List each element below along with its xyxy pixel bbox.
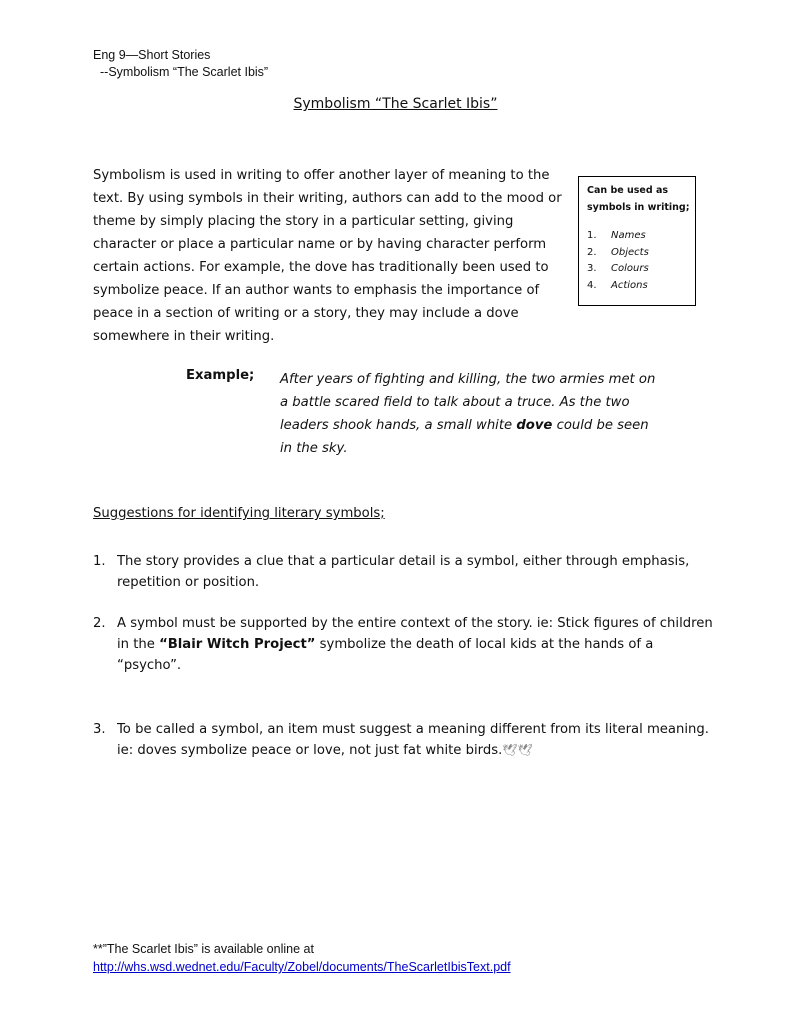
suggestion-text-main: To be called a symbol, an item must suggest a meaning different from its literal meaning. ie: doves symbolize peace or love, not just fat white birds. <box>117 722 709 758</box>
example-text <box>280 368 660 460</box>
suggestion-number: 3. <box>93 722 106 737</box>
course-line: Eng 9—Short Stories <box>93 48 211 62</box>
suggestion-emphasis: “Blair Witch Project” <box>159 637 316 652</box>
suggestion-item <box>93 551 713 593</box>
list-item <box>587 278 695 295</box>
example-text-before: After years of fighting and killing, the two armies met on a battle scared field to talk about a truce. As the two leaders shook hands, a small white <box>280 372 656 433</box>
dove-icon: 🕊🕊 <box>502 743 533 757</box>
example-text-after: could be seen in the sky. <box>280 418 649 456</box>
suggestion-number: 2. <box>93 616 106 631</box>
list-number: 4. <box>587 279 597 291</box>
list-text: Objects <box>611 246 649 258</box>
list-number: 2. <box>587 246 597 258</box>
suggestion-text <box>117 613 713 676</box>
symbols-sidebox <box>578 176 696 306</box>
footer-note: **”The Scarlet Ibis” is available online at <box>93 942 314 956</box>
example-emphasis: dove <box>516 418 553 433</box>
suggestions-heading: Suggestions for identifying literary symbols; <box>93 506 385 521</box>
list-text: Colours <box>611 263 649 274</box>
suggestion-item <box>93 719 713 761</box>
list-text: Actions <box>611 279 648 291</box>
intro-paragraph: Symbolism is used in writing to offer another layer of meaning to the text. By using symbols in their writing, authors can add to the mood or theme by simply placing the story in a particular setting, giving character or place a particular name or by having character perform certain actions. For example, the dove has traditionally been used to symbolize peace. If an author wants to emphasis the importance of peace in a section of writing or a story, they may include a dove somewhere in their writing. <box>93 168 562 344</box>
scarlet-ibis-text-link[interactable]: http://whs.wsd.wednet.edu/Faculty/Zobel/documents/TheScarletIbisText.pdf <box>93 960 511 974</box>
page-title: Symbolism “The Scarlet Ibis” <box>293 96 498 112</box>
suggestion-number: 1. <box>93 554 106 569</box>
list-number: 1. <box>587 230 597 241</box>
footer <box>93 940 511 976</box>
suggestion-text: The story provides a clue that a particular detail is a symbol, either through emphasis, repetition or position. <box>117 554 690 590</box>
sidebox-caption: Can be used as symbols in writing; <box>587 185 690 213</box>
suggestion-text-after: symbolize the death of local kids at the hands of a “psycho”. <box>117 637 654 673</box>
symbol-types-list <box>587 228 695 294</box>
example-label: Example; <box>186 368 255 383</box>
list-item <box>587 261 695 278</box>
list-text: Names <box>611 230 646 241</box>
list-item <box>587 245 695 262</box>
suggestion-item <box>93 613 713 676</box>
list-number: 3. <box>587 263 597 274</box>
topic-line: --Symbolism “The Scarlet Ibis” <box>100 65 269 79</box>
list-item <box>587 228 695 245</box>
suggestion-text-before: A symbol must be supported by the entire context of the story. ie: Stick figures of children in the <box>117 616 713 652</box>
suggestion-text <box>117 719 713 761</box>
